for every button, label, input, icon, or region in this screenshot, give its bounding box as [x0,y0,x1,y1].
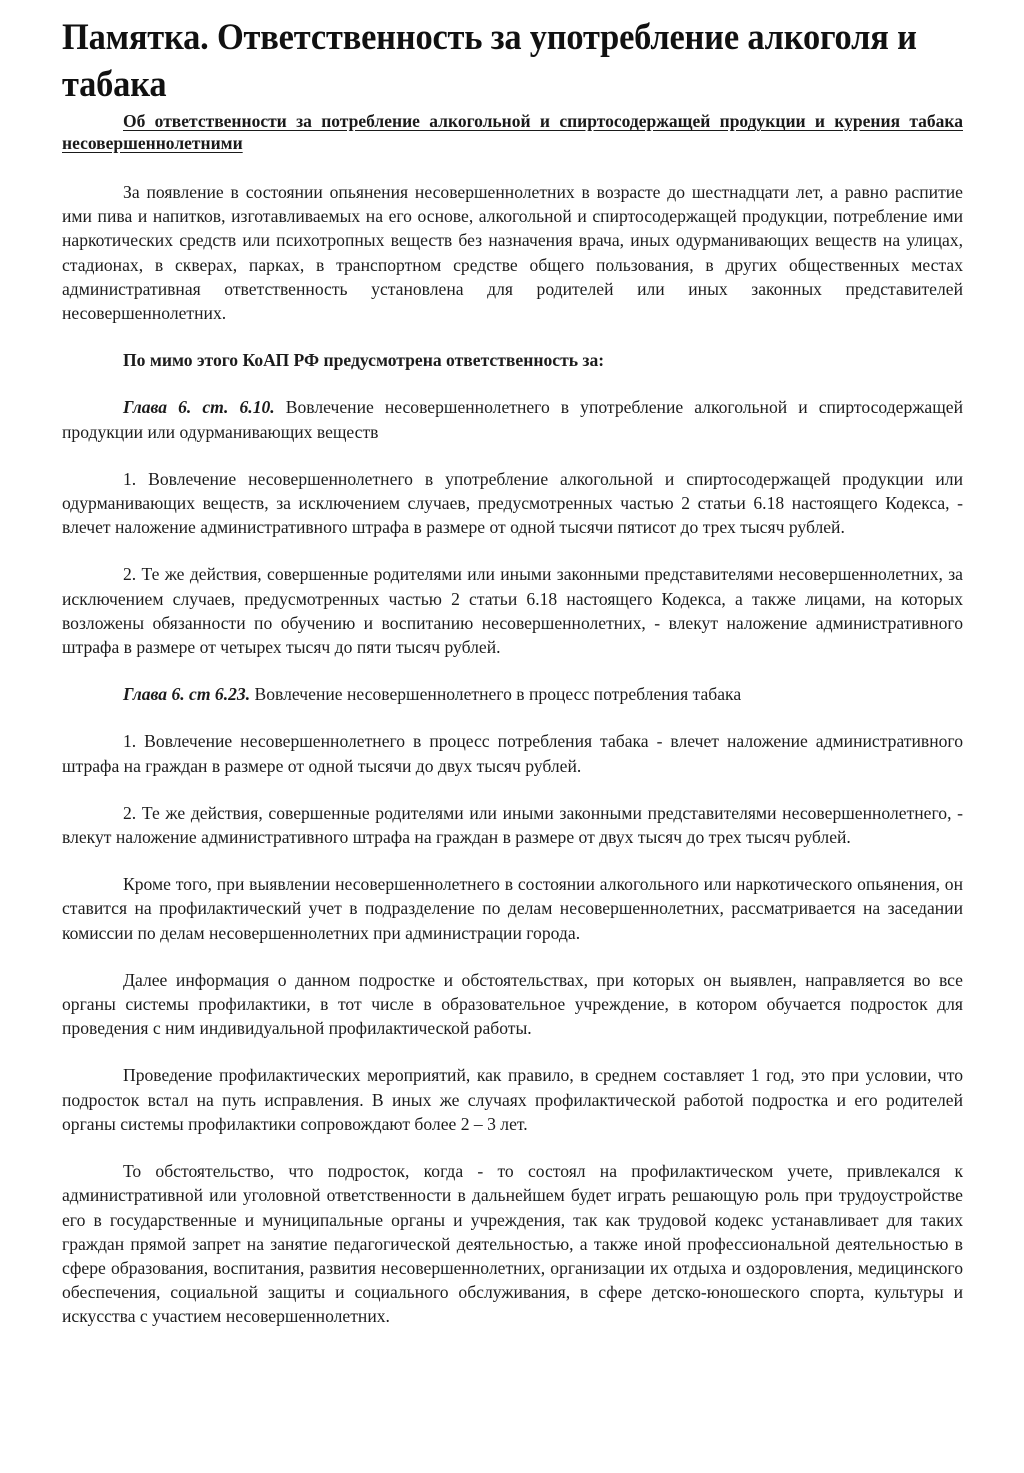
duration-paragraph: Проведение профилактических мероприятий, как правило, в среднем составляет 1 год, это при условии, что подросток встал на путь исправления. В иных же случаях профилактической работой подростка и его родителей органы системы профилактики сопровождают более 2 – 3 лет. [62,1065,963,1134]
consequences-paragraph: То обстоятельство, что подросток, когда - то состоял на профилактическом учете, привлекался к административной или уголовной ответственности в дальнейшем будет играть решающую роль при трудоустройстве его в государственные и муниципальные органы и учреждения, так как трудовой кодекс устанавливает для таких граждан прямой запрет на занятие педагогической деятельностью, а также иной профессиональной деятельностью в сфере образования, воспитания, развития несовершеннолетних, организации их отдыха и оздоровления, медицинского обеспечения, социальной защиты и социального обслуживания, в сфере детско-юношеского спорта, культуры и искусства с участием несовершеннолетних. [62,1161,963,1327]
article-6-23-part-2: 2. Те же действия, совершенные родителями или иными законными представителями несовершеннолетнего, - влекут наложение административного штрафа на граждан в размере от двух тысяч до трех тысяч рублей. [62,802,963,848]
information-paragraph: Далее информация о данном подростке и обстоятельствах, при которых он выявлен, направляется во все органы системы профилактики, в тот числе в образовательное учреждение, в котором обучается подросток для проведения с ним индивидуальной профилактической работы. [62,969,963,1039]
registration-paragraph: Кроме того, при выявлении несовершеннолетнего в состоянии алкогольного или наркотического опьянения, он ставится на профилактический учет в подразделение по делам несовершеннолетних, рассматривается на заседании комиссии по делам несовершеннолетних при администрации города. [62,874,963,943]
article-6-10-heading [62,395,963,443]
koap-heading: По мимо этого КоАП РФ предусмотрена ответственность за: [123,350,605,371]
article-6-23-heading [62,682,963,706]
article-6-10-title: Вовлечение несовершеннолетнего в употребление алкогольной и спиртосодержащей продукции или одурманивающих веществ [62,397,963,442]
article-6-23-title: Вовлечение несовершеннолетнего в процесс потребления табака [250,684,742,705]
page-title: Памятка. Ответственность за употребление алкоголя и табака [62,17,917,105]
document-subtitle: Об ответственности за потребление алкогольной и спиртосодержащей продукции и курения табака несовершеннолетними [62,111,963,153]
intro-paragraph: За появление в состоянии опьянения несовершеннолетних в возрасте до шестнадцати лет, а равно распитие ими пива и напитков, изготавливаемых на его основе, алкогольной и спиртосодержащей продукции, потребление ими наркотических средств или психотропных веществ без назначения врача, иных одурманивающих веществ на улицах, стадионах, в скверах, парках, в транспортном средстве общего пользования, в других общественных местах административная ответственность установлена для родителей или иных законных представителей несовершеннолетних. [62,182,963,324]
article-6-23-reference: Глава 6. ст 6.23. [123,684,251,705]
article-6-10-part-2: 2. Те же действия, совершенные родителями или иными законными представителями несовершеннолетних, за исключением случаев, предусмотренных частью 2 статьи 6.18 настоящего Кодекса, а также лицами, на которых возложены обязанности по обучению и воспитанию несовершеннолетних, - влекут наложение административного штрафа в размере от четырех тысяч до пяти тысяч рублей. [62,564,963,658]
article-6-23-part-1: 1. Вовлечение несовершеннолетнего в процесс потребления табака - влечет наложение административного штрафа на граждан в размере от одной тысячи до двух тысяч рублей. [62,731,963,776]
article-6-10-part-1: 1. Вовлечение несовершеннолетнего в употребление алкогольной и спиртосодержащей продукции или одурманивающих веществ, за исключением случаев, предусмотренных частью 2 статьи 6.18 настоящего Кодекса, - влечет наложение административного штрафа в размере от одной тысячи пятисот до трех тысяч рублей. [62,468,963,538]
article-6-10-reference: Глава 6. ст. 6.10. [123,397,275,418]
